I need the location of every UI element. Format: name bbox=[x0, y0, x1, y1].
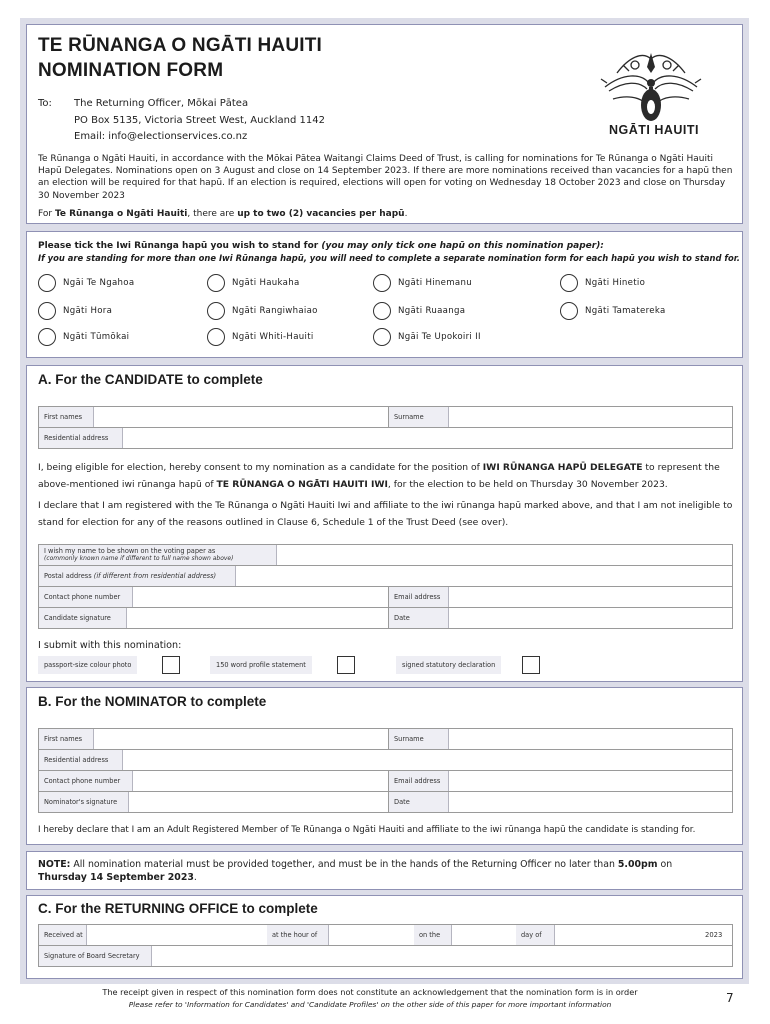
hapu-option-ngati-hora[interactable]: Ngāti Hora bbox=[38, 302, 112, 320]
voting-name-note: (commonly known name if different to full name shown above) bbox=[44, 555, 234, 562]
attach-photo-label: passport-size colour photo bbox=[38, 656, 137, 674]
attach-photo-checkbox[interactable] bbox=[162, 656, 180, 674]
email-address-field[interactable] bbox=[449, 587, 734, 607]
postal-address-row bbox=[39, 566, 732, 587]
radio-button[interactable] bbox=[38, 274, 56, 292]
radio-button[interactable] bbox=[207, 302, 225, 320]
consent-part1: I, being eligible for election, hereby consent to my nomination as a candidate for the position of bbox=[38, 462, 483, 473]
submit-label: I submit with this nomination: bbox=[38, 640, 182, 651]
nominator-email-label: Email address bbox=[389, 771, 449, 791]
hapu-option-ngai-te-ngahoa[interactable]: Ngāi Te Ngahoa bbox=[38, 274, 134, 292]
vacancy-end: . bbox=[404, 209, 408, 219]
nominator-first-names-field[interactable] bbox=[94, 729, 389, 749]
attach-profile-label: 150 word profile statement bbox=[210, 656, 312, 674]
section-a-candidate bbox=[26, 365, 743, 682]
contact-phone-label: Contact phone number bbox=[39, 587, 133, 607]
footer-disclaimer: The receipt given in respect of this nomination form does not constitute an acknowledgement that the nomination form is in order bbox=[102, 987, 638, 997]
board-signature-field[interactable] bbox=[152, 946, 734, 966]
hapu-option-ngati-tamatereka[interactable]: Ngāti Tamatereka bbox=[560, 302, 666, 320]
radio-button[interactable] bbox=[373, 274, 391, 292]
form-title-line1: TE RŪNANGA O NGĀTI HAUITI bbox=[38, 35, 323, 56]
header-panel bbox=[26, 24, 743, 224]
nominator-phone-field[interactable] bbox=[133, 771, 389, 791]
note-text bbox=[38, 858, 735, 884]
at-hour-label: at the hour of bbox=[267, 925, 329, 945]
note-part1: All nomination material must be provided together, and must be in the hands of the Returning Officer no later than bbox=[70, 859, 618, 870]
date-field[interactable] bbox=[449, 608, 734, 628]
voting-name-text: I wish my name to be shown on the voting paper as bbox=[44, 547, 216, 555]
vacancy-count: up to two (2) vacancies per hapū bbox=[237, 209, 405, 219]
nominator-date-label: Date bbox=[389, 792, 449, 812]
hapu-option-ngati-rangiwhaiao[interactable]: Ngāti Rangiwhaiao bbox=[207, 302, 318, 320]
candidate-phone-row bbox=[39, 587, 732, 608]
hapu-instruction-note: (you may only tick one hapū on this nomination paper): bbox=[321, 241, 604, 251]
radio-button[interactable] bbox=[373, 328, 391, 346]
board-signature-label: Signature of Board Secretary bbox=[39, 946, 152, 966]
intro-paragraph: Te Rūnanga o Ngāti Hauiti, in accordance with the Mōkai Pātea Waitangi Claims Deed of Trust, is calling for nominations for Te Rūnanga o Ngāti Hauiti Hapū Delegates. Nominations open on 3 August and close on 14 September 2023. If there are more nominations received than vacancies for a hapū then an election will be required for that hapū. If an election is required, elections will open for voting on Wednesday 18 October 2023 and close on Thursday 30 November 2023 bbox=[38, 154, 733, 201]
radio-button[interactable] bbox=[38, 328, 56, 346]
nominator-phone-row bbox=[39, 771, 732, 792]
hapu-instruction bbox=[38, 241, 604, 251]
note-label: NOTE: bbox=[38, 859, 71, 870]
vacancy-prefix: For bbox=[38, 209, 55, 219]
section-a-heading: A. For the CANDIDATE to complete bbox=[38, 372, 263, 387]
day-of-label: day of bbox=[516, 925, 555, 945]
note-deadline: Thursday 14 September 2023 bbox=[38, 872, 194, 883]
radio-button[interactable] bbox=[38, 302, 56, 320]
hapu-subinstruction: If you are standing for more than one Iwi Rūnanga hapū, you will need to complete a separate nomination form for each hapū you wish to stand for. bbox=[38, 253, 740, 263]
hapu-option-ngati-whiti-hauiti[interactable]: Ngāti Whiti-Hauiti bbox=[207, 328, 314, 346]
hapu-selection-panel bbox=[26, 231, 743, 358]
year-text: 2023 bbox=[705, 931, 723, 939]
nominator-date-field[interactable] bbox=[449, 792, 734, 812]
nominator-first-names-label: First names bbox=[39, 729, 94, 749]
hapu-option-ngai-te-upokoiri[interactable]: Ngāi Te Upokoiri II bbox=[373, 328, 481, 346]
nominator-email-field[interactable] bbox=[449, 771, 734, 791]
consent-part3: , for the election to be held on Thursday 30 November 2023. bbox=[387, 479, 668, 490]
radio-button[interactable] bbox=[207, 274, 225, 292]
candidate-contact-table bbox=[38, 544, 733, 629]
first-names-field[interactable] bbox=[94, 407, 389, 427]
candidate-signature-label: Candidate signature bbox=[39, 608, 127, 628]
voting-name-label bbox=[39, 545, 277, 565]
voting-name-field[interactable] bbox=[277, 545, 734, 565]
date-label: Date bbox=[389, 608, 449, 628]
note-end: . bbox=[193, 872, 197, 883]
contact-phone-field[interactable] bbox=[133, 587, 389, 607]
attach-declaration-checkbox[interactable] bbox=[522, 656, 540, 674]
candidate-signature-row bbox=[39, 608, 732, 629]
board-signature-row bbox=[39, 946, 732, 967]
on-the-label: on the bbox=[414, 925, 452, 945]
on-the-field[interactable] bbox=[452, 925, 516, 945]
nominator-residential-field[interactable] bbox=[123, 750, 734, 770]
vacancy-org: Te Rūnanga o Ngāti Hauiti bbox=[54, 209, 188, 219]
received-row bbox=[39, 925, 732, 946]
note-part2: on bbox=[657, 859, 673, 870]
returning-office-table bbox=[38, 924, 733, 967]
registration-declaration: I declare that I am registered with the Te Rūnanga o Ngāti Hauiti Iwi and affiliate to the iwi rūnanga hapū marked above, and that I am not ineligible to stand for election for any of the reasons outlined in Clause 6, Schedule 1 of the Trust Deed (see over). bbox=[38, 500, 733, 528]
voting-name-row bbox=[39, 545, 732, 566]
nominator-name-row bbox=[39, 729, 732, 750]
nominator-declaration: I hereby declare that I am an Adult Registered Member of Te Rūnanga o Ngāti Hauiti and affiliate to the iwi rūnanga hapū the candidate is standing for. bbox=[38, 825, 696, 835]
received-at-field[interactable] bbox=[87, 925, 267, 945]
nominator-phone-label: Contact phone number bbox=[39, 771, 133, 791]
hapu-option-ngati-hinemanu[interactable]: Ngāti Hinemanu bbox=[373, 274, 472, 292]
section-b-nominator bbox=[26, 687, 743, 845]
form-page bbox=[20, 18, 749, 984]
nominator-surname-field[interactable] bbox=[449, 729, 734, 749]
received-at-label: Received at bbox=[39, 925, 87, 945]
consent-part2: to represent the above-mentioned iwi rūnanga hapū of bbox=[38, 462, 720, 490]
email-address-label: Email address bbox=[389, 587, 449, 607]
nominator-address-row bbox=[39, 750, 732, 771]
radio-button[interactable] bbox=[373, 302, 391, 320]
radio-button[interactable] bbox=[560, 274, 578, 292]
note-panel bbox=[26, 851, 743, 890]
first-names-label: First names bbox=[39, 407, 94, 427]
consent-statement bbox=[38, 459, 735, 493]
to-label: To: bbox=[38, 98, 52, 109]
form-title-line2: NOMINATION FORM bbox=[38, 60, 224, 81]
address-line1: The Returning Officer, Mōkai Pātea bbox=[74, 98, 249, 109]
hapu-option-ngati-hinetio[interactable]: Ngāti Hinetio bbox=[560, 274, 645, 292]
surname-label: Surname bbox=[389, 407, 449, 427]
nominator-signature-field[interactable] bbox=[129, 792, 389, 812]
candidate-address-row bbox=[39, 428, 732, 449]
candidate-name-table bbox=[38, 406, 733, 449]
vacancy-line bbox=[38, 208, 733, 220]
residential-address-field[interactable] bbox=[123, 428, 734, 448]
postal-address-label: Postal address (if different from residential address) bbox=[39, 566, 236, 586]
nominator-surname-label: Surname bbox=[389, 729, 449, 749]
surname-field[interactable] bbox=[449, 407, 734, 427]
page-number: 7 bbox=[726, 991, 734, 1005]
consent-role: IWI RŪNANGA HAPŪ DELEGATE bbox=[482, 462, 643, 473]
hapu-option-ngati-ruaanga[interactable]: Ngāti Ruaanga bbox=[373, 302, 465, 320]
logo-wordmark: NGĀTI HAUITI bbox=[608, 123, 700, 137]
section-c-returning-office bbox=[26, 895, 743, 979]
radio-button[interactable] bbox=[207, 328, 225, 346]
footer-reference: Please refer to 'Information for Candidates' and 'Candidate Profiles' on the other side of this paper for more important information bbox=[128, 1000, 612, 1009]
nominator-signature-label: Nominator's signature bbox=[39, 792, 129, 812]
radio-button[interactable] bbox=[560, 302, 578, 320]
section-b-heading: B. For the NOMINATOR to complete bbox=[38, 694, 267, 709]
candidate-name-row bbox=[39, 407, 732, 428]
nominator-signature-row bbox=[39, 792, 732, 813]
nominator-residential-label: Residential address bbox=[39, 750, 123, 770]
at-hour-field[interactable] bbox=[329, 925, 414, 945]
address-line2: PO Box 5135, Victoria Street West, Auckland 1142 bbox=[74, 115, 325, 126]
section-c-heading: C. For the RETURNING OFFICE to complete bbox=[38, 901, 318, 916]
candidate-signature-field[interactable] bbox=[127, 608, 389, 628]
attach-declaration-label: signed statutory declaration bbox=[396, 656, 501, 674]
attach-profile-checkbox[interactable] bbox=[337, 656, 355, 674]
address-line3: Email: info@electionservices.co.nz bbox=[74, 131, 248, 142]
nominator-table bbox=[38, 728, 733, 813]
residential-address-label: Residential address bbox=[39, 428, 123, 448]
hapu-option-ngati-haukaha[interactable]: Ngāti Haukaha bbox=[207, 274, 300, 292]
vacancy-mid: , there are bbox=[187, 209, 238, 219]
hapu-option-ngati-tumokai[interactable]: Ngāti Tūmōkai bbox=[38, 328, 129, 346]
hapu-instruction-text: Please tick the Iwi Rūnanga hapū you wish to stand for bbox=[38, 241, 319, 251]
postal-address-field[interactable] bbox=[236, 566, 734, 586]
note-time: 5.00pm bbox=[617, 859, 658, 870]
consent-iwi: TE RŪNANGA O NGĀTI HAUITI IWI bbox=[216, 479, 388, 490]
